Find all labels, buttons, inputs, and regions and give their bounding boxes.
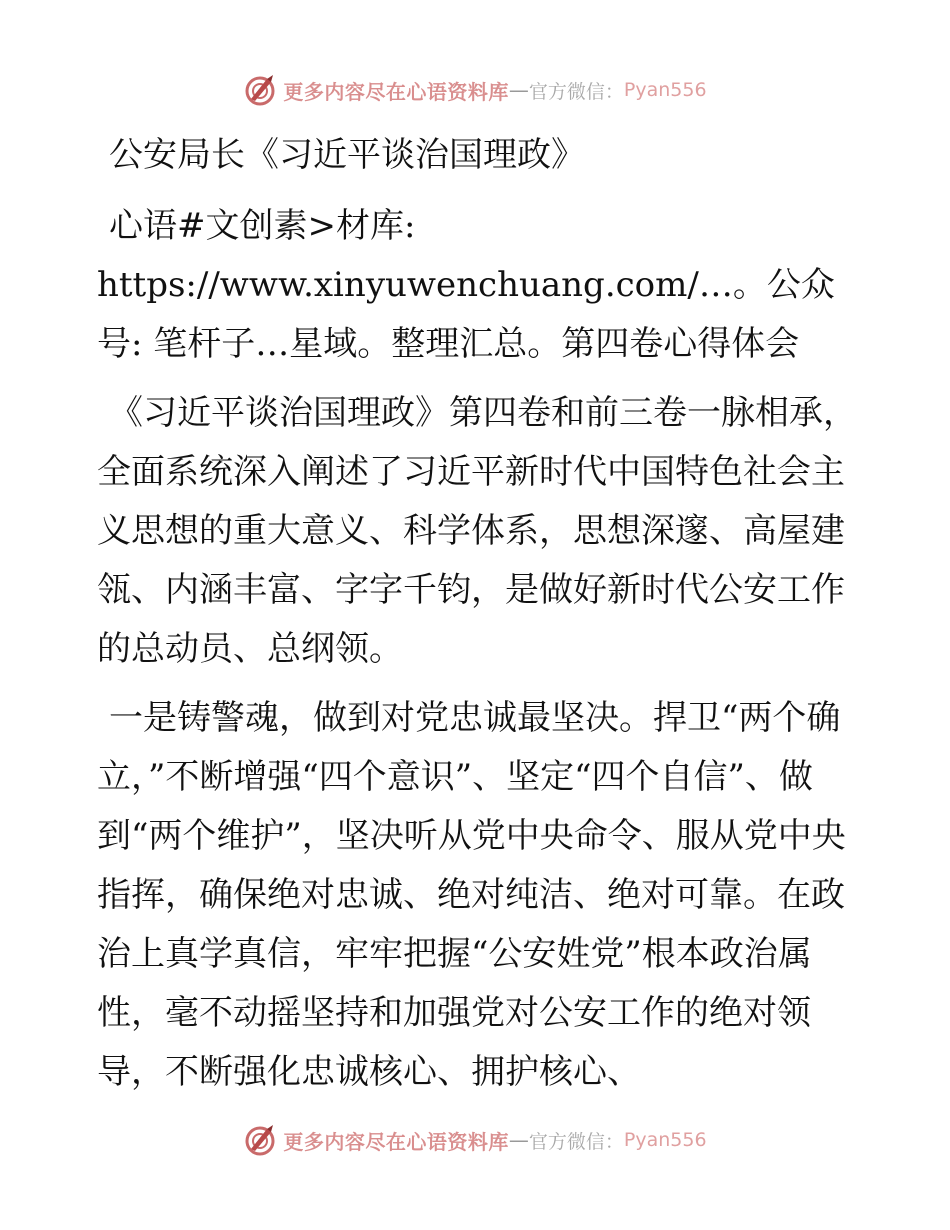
watermark-account-id: Pyan556 [623, 79, 707, 101]
watermark-separator: — [508, 1128, 529, 1152]
watermark-official-label: 官方微信： [528, 1130, 624, 1153]
quill-pen-logo-icon [243, 73, 277, 107]
quill-pen-logo-icon [243, 1123, 277, 1157]
header-watermark-banner [0, 70, 950, 110]
watermark-main-text: 更多内容尽在心语资料库 [283, 79, 509, 104]
paragraph-intro: 《习近平谈治国理政》第四卷和前三卷一脉相承，全面系统深入阐述了习近平新时代中国特色社会主义思想的重大意义、科学体系，思想深邃、高屋建瓴、内涵丰富、字字千钧，是做好新时代公安工作的总动员、总纲领。 [97, 393, 857, 669]
watermark-separator: — [508, 78, 529, 102]
watermark-account-id: Pyan556 [623, 1129, 707, 1151]
footer-watermark-banner [0, 1120, 950, 1160]
paragraph-point-one: 一是铸警魂，做到对党忠诚最坚决。捍卫“两个确立，”不断增强“四个意识”、坚定“四个自信”、做到“两个维护”，坚决听从党中央命令、服从党中央指挥，确保绝对忠诚、绝对纯洁、绝对可靠。在政治上真学真信，牢牢把握“公安姓党”根本政治属性，毫不动摇坚持和加强党对公安工作的绝对领导，不断强化忠诚核心、拥护核心、 [97, 698, 846, 1092]
document-title: 公安局长《习近平谈治国理政》 [109, 135, 585, 175]
document-body [97, 126, 857, 1102]
watermark-official-label: 官方微信： [528, 80, 624, 103]
paragraph-source-note: 心语#文创素>材库: https://www.xinyuwenchuang.com/…。公众号: 笔杆子…星域。整理汇总。第四卷心得体会 [97, 206, 835, 364]
watermark-main-text: 更多内容尽在心语资料库 [283, 1129, 509, 1154]
